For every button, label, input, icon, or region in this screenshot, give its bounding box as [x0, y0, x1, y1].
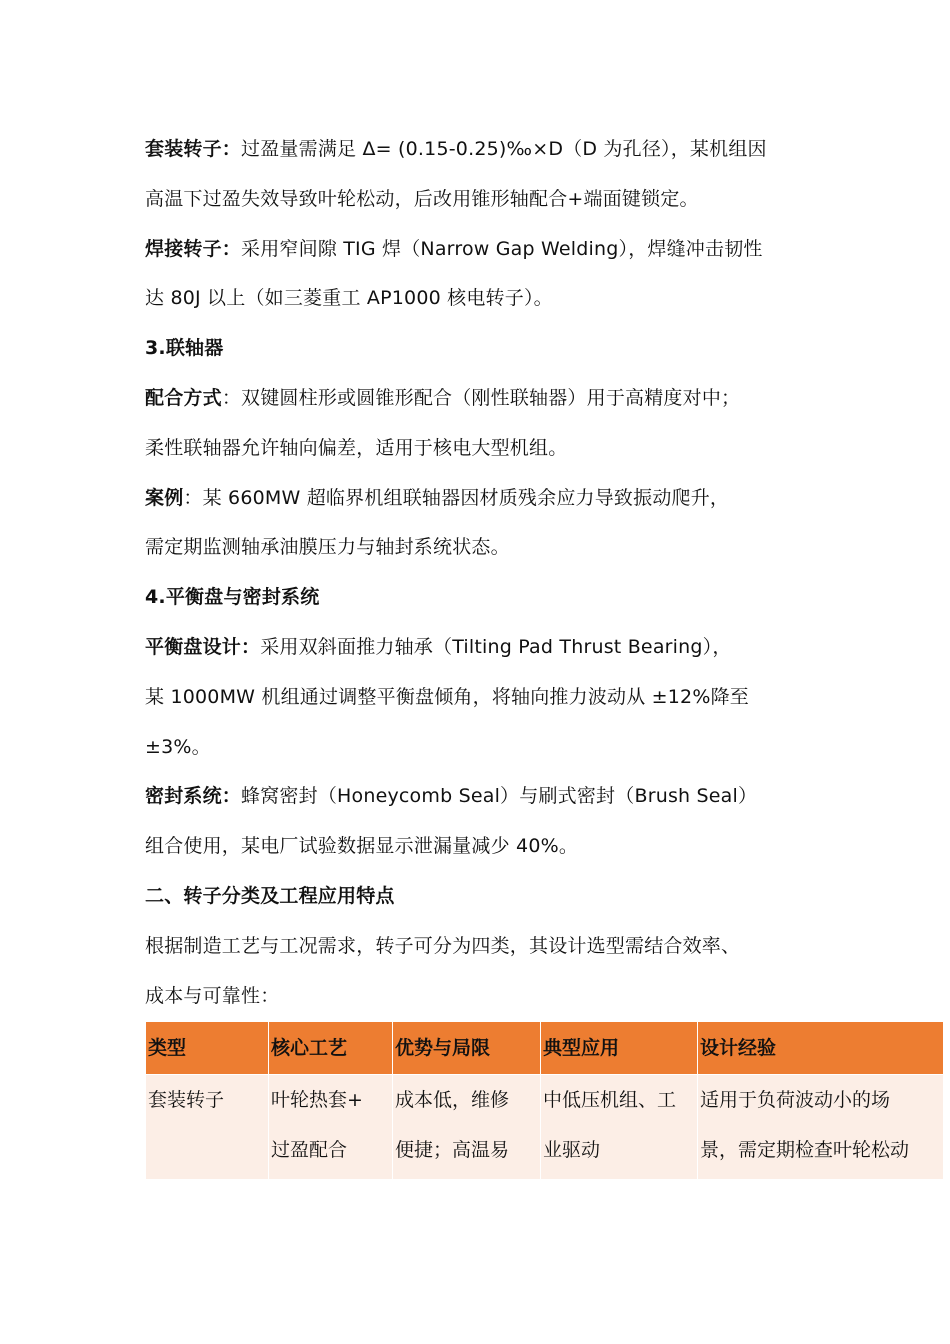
header-core-process: 核心工艺 — [269, 1022, 393, 1075]
section-heading — [145, 324, 815, 374]
line-text: 需定期监测轴承油膜压力与轴封系统状态。 — [145, 536, 510, 559]
heading-text: 4.平衡盘与密封系统 — [145, 586, 320, 609]
document-body — [145, 125, 815, 1021]
paragraph-line — [145, 125, 815, 175]
cell-line: 过盈配合 — [271, 1139, 348, 1161]
term-label: 配合方式 — [145, 386, 222, 409]
line-text: 根据制造工艺与工况需求，转子可分为四类，其设计选型需结合效率、 — [145, 934, 741, 957]
line-text: 蜂窝密封（Honeycomb Seal）与刷式密封（Brush Seal） — [241, 785, 758, 808]
table-cell — [393, 1075, 541, 1180]
paragraph-line — [145, 474, 815, 524]
paragraph-line — [145, 274, 815, 324]
term-label: 套装转子： — [145, 138, 242, 160]
paragraph-line — [145, 822, 815, 872]
line-text: 柔性联轴器允许轴向偏差，适用于核电大型机组。 — [145, 436, 568, 459]
table-header-row — [146, 1022, 944, 1075]
paragraph-line — [145, 723, 815, 773]
term-label: 焊接转子： — [145, 237, 242, 260]
line-text: ：双键圆柱形或圆锥形配合（刚性联轴器）用于高精度对中； — [221, 386, 741, 409]
line-text: 过盈量需满足 Δ= (0.15-0.25)‰×D（D 为孔径），某机组因 — [241, 138, 767, 160]
line-text: 某 1000MW 机组通过调整平衡盘倾角，将轴向推力波动从 ±12%降至 — [145, 685, 750, 708]
table-row — [146, 1075, 944, 1180]
cell-line: 叶轮热套+ — [271, 1089, 363, 1111]
term-label: 案例 — [145, 486, 184, 509]
line-text: 组合使用，某电厂试验数据显示泄漏量减少 40%。 — [145, 835, 579, 858]
rotor-classification-table — [145, 1021, 944, 1180]
paragraph-line — [145, 673, 815, 723]
paragraph-line — [145, 772, 815, 822]
paragraph-line — [145, 374, 815, 424]
header-design-experience: 设计经验 — [698, 1022, 944, 1075]
paragraph-line — [145, 922, 815, 972]
paragraph-line — [145, 623, 815, 673]
line-text: 达 80J 以上（如三菱重工 AP1000 核电转子）。 — [145, 287, 553, 310]
heading-text: 二、转子分类及工程应用特点 — [145, 884, 395, 907]
table-cell — [146, 1075, 269, 1180]
cell-line: 景，需定期检查叶轮松动 — [700, 1139, 910, 1161]
line-text: 采用窄间隙 TIG 焊（Narrow Gap Welding），焊缝冲击韧性 — [241, 237, 763, 260]
line-text: ±3%。 — [145, 735, 211, 758]
table-cell — [541, 1075, 698, 1180]
term-label: 密封系统： — [145, 785, 242, 808]
line-text: 成本与可靠性： — [145, 984, 280, 1007]
header-typical-application: 典型应用 — [541, 1022, 698, 1075]
line-text: ：某 660MW 超临界机组联轴器因材质残余应力导致振动爬升， — [183, 486, 730, 509]
section-heading — [145, 872, 815, 922]
header-type: 类型 — [146, 1022, 269, 1075]
header-pros-cons: 优势与局限 — [393, 1022, 541, 1075]
paragraph-line — [145, 175, 815, 225]
paragraph-line — [145, 424, 815, 474]
heading-text: 3.联轴器 — [145, 337, 224, 360]
paragraph-line — [145, 972, 815, 1022]
table-cell — [269, 1075, 393, 1180]
section-heading — [145, 573, 815, 623]
paragraph-line — [145, 523, 815, 573]
paragraph-line — [145, 225, 815, 275]
line-text: 采用双斜面推力轴承（Tilting Pad Thrust Bearing）， — [260, 635, 732, 658]
cell-line: 适用于负荷波动小的场 — [700, 1089, 891, 1111]
cell-line: 套装转子 — [148, 1089, 225, 1111]
cell-line: 成本低，维修 — [395, 1089, 510, 1111]
cell-line: 便捷；高温易 — [395, 1139, 510, 1161]
table-cell — [698, 1075, 944, 1180]
cell-line: 中低压机组、工 — [543, 1089, 677, 1111]
line-text: 高温下过盈失效导致叶轮松动，后改用锥形轴配合+端面键锁定。 — [145, 187, 699, 210]
term-label: 平衡盘设计： — [145, 635, 261, 658]
cell-line: 业驱动 — [543, 1139, 601, 1161]
